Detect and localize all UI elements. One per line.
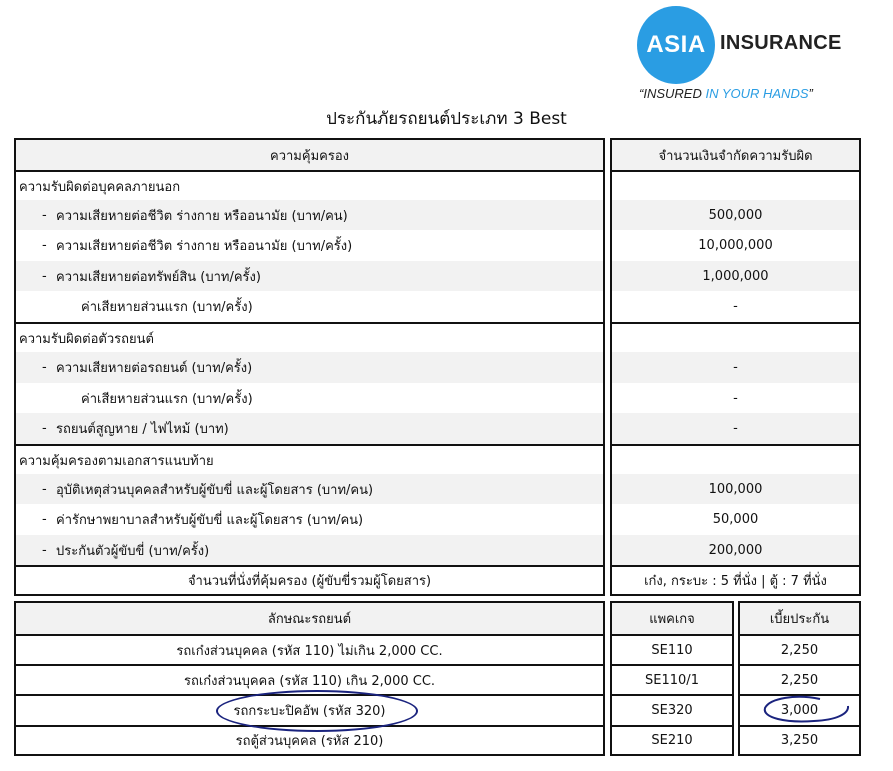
logo-tagline <box>639 86 813 101</box>
package-code: SE210 <box>612 725 732 754</box>
coverage-row: - ความเสียหายต่อชีวิต ร่างกาย หรืออนามัย (บาท/ครั้ง) <box>42 238 353 254</box>
section-title-endorsement: ความคุ้มครองตามเอกสารแนบท้าย <box>16 444 603 474</box>
coverage-table-right <box>610 138 861 596</box>
premium-table-amount <box>738 601 861 756</box>
seats-label: จำนวนที่นั่งที่คุ้มครอง (ผู้ขับขี่รวมผู้โดยสาร) <box>16 565 603 594</box>
vehicle-type: รถกระบะปิคอัพ (รหัส 320) <box>16 694 603 725</box>
document-title: ประกันภัยรถยนต์ประเภท 3 Best <box>326 109 567 129</box>
limit-value: 10,000,000 <box>698 238 773 253</box>
section-title-own-vehicle: ความรับผิดต่อตัวรถยนต์ <box>16 322 603 352</box>
package-code: SE320 <box>612 694 732 725</box>
tagline-prefix: “INSURED <box>639 86 706 101</box>
highlight-marker-vehicle <box>216 690 418 732</box>
logo-wordmark: INSURANCE <box>720 32 842 54</box>
limit-value: 200,000 <box>612 535 859 565</box>
coverage-row: - ความเสียหายต่อชีวิต ร่างกาย หรืออนามัย (บาท/คน) <box>16 200 603 230</box>
tagline-accent: IN YOUR HANDS <box>705 86 809 101</box>
section-title-third-party: ความรับผิดต่อบุคคลภายนอก <box>16 170 603 200</box>
vehicle-type: รถเก๋งส่วนบุคคล (รหัส 110) เกิน 2,000 CC. <box>16 664 603 694</box>
coverage-row: ค่าเสียหายส่วนแรก (บาท/ครั้ง) <box>81 300 253 315</box>
limit-value: 100,000 <box>612 474 859 504</box>
vehicle-type: รถเก๋งส่วนบุคคล (รหัส 110) ไม่เกิน 2,000 CC. <box>16 634 603 664</box>
limit-section-blank <box>612 170 859 200</box>
seats-value: เก๋ง, กระบะ : 5 ที่นั่ง | ตู้ : 7 ที่นั่ง <box>612 565 859 594</box>
coverage-row: - ประกันตัวผู้ขับขี่ (บาท/ครั้ง) <box>16 535 603 565</box>
limit-header: จำนวนเงินจำกัดความรับผิด <box>612 140 859 170</box>
limit-section-blank <box>612 322 859 352</box>
coverage-row: - ความเสียหายต่อรถยนต์ (บาท/ครั้ง) <box>16 352 603 383</box>
limit-value: - <box>733 390 738 406</box>
premium-amount: 2,250 <box>740 634 859 664</box>
premium-header: เบี้ยประกัน <box>740 603 859 634</box>
asia-logo-mark <box>637 6 715 84</box>
limit-section-blank <box>612 444 859 474</box>
tagline-suffix: ” <box>808 86 813 101</box>
package-header: แพคเกจ <box>612 603 732 634</box>
premium-table-type <box>14 601 605 756</box>
coverage-table-left <box>14 138 605 596</box>
vehicle-type-header: ลักษณะรถยนต์ <box>16 603 603 634</box>
premium-amount: 3,250 <box>740 725 859 754</box>
limit-value: - <box>612 413 859 444</box>
limit-value: - <box>733 299 738 314</box>
coverage-row: - ความเสียหายต่อทรัพย์สิน (บาท/ครั้ง) <box>16 261 603 291</box>
limit-value: - <box>612 352 859 383</box>
limit-value: 1,000,000 <box>612 261 859 291</box>
package-code: SE110 <box>612 634 732 664</box>
logo-circle-text: ASIA <box>646 31 706 58</box>
premium-amount: 2,250 <box>740 664 859 694</box>
highlight-marker-premium <box>756 690 856 730</box>
coverage-row: ค่าเสียหายส่วนแรก (บาท/ครั้ง) <box>81 391 253 407</box>
vehicle-type: รถตู้ส่วนบุคคล (รหัส 210) <box>16 725 603 754</box>
package-code: SE110/1 <box>612 664 732 694</box>
premium-table-package <box>610 601 734 756</box>
limit-value: 500,000 <box>612 200 859 230</box>
coverage-row: - อุบัติเหตุส่วนบุคคลสำหรับผู้ขับขี่ และผู้โดยสาร (บาท/คน) <box>16 474 603 504</box>
limit-value: 50,000 <box>712 512 759 527</box>
coverage-header: ความคุ้มครอง <box>16 140 603 170</box>
coverage-row: - ค่ารักษาพยาบาลสำหรับผู้ขับขี่ และผู้โดยสาร (บาท/คน) <box>42 512 364 528</box>
premium-amount: 3,000 <box>740 694 859 725</box>
coverage-row: - รถยนต์สูญหาย / ไฟไหม้ (บาท) <box>16 413 603 444</box>
